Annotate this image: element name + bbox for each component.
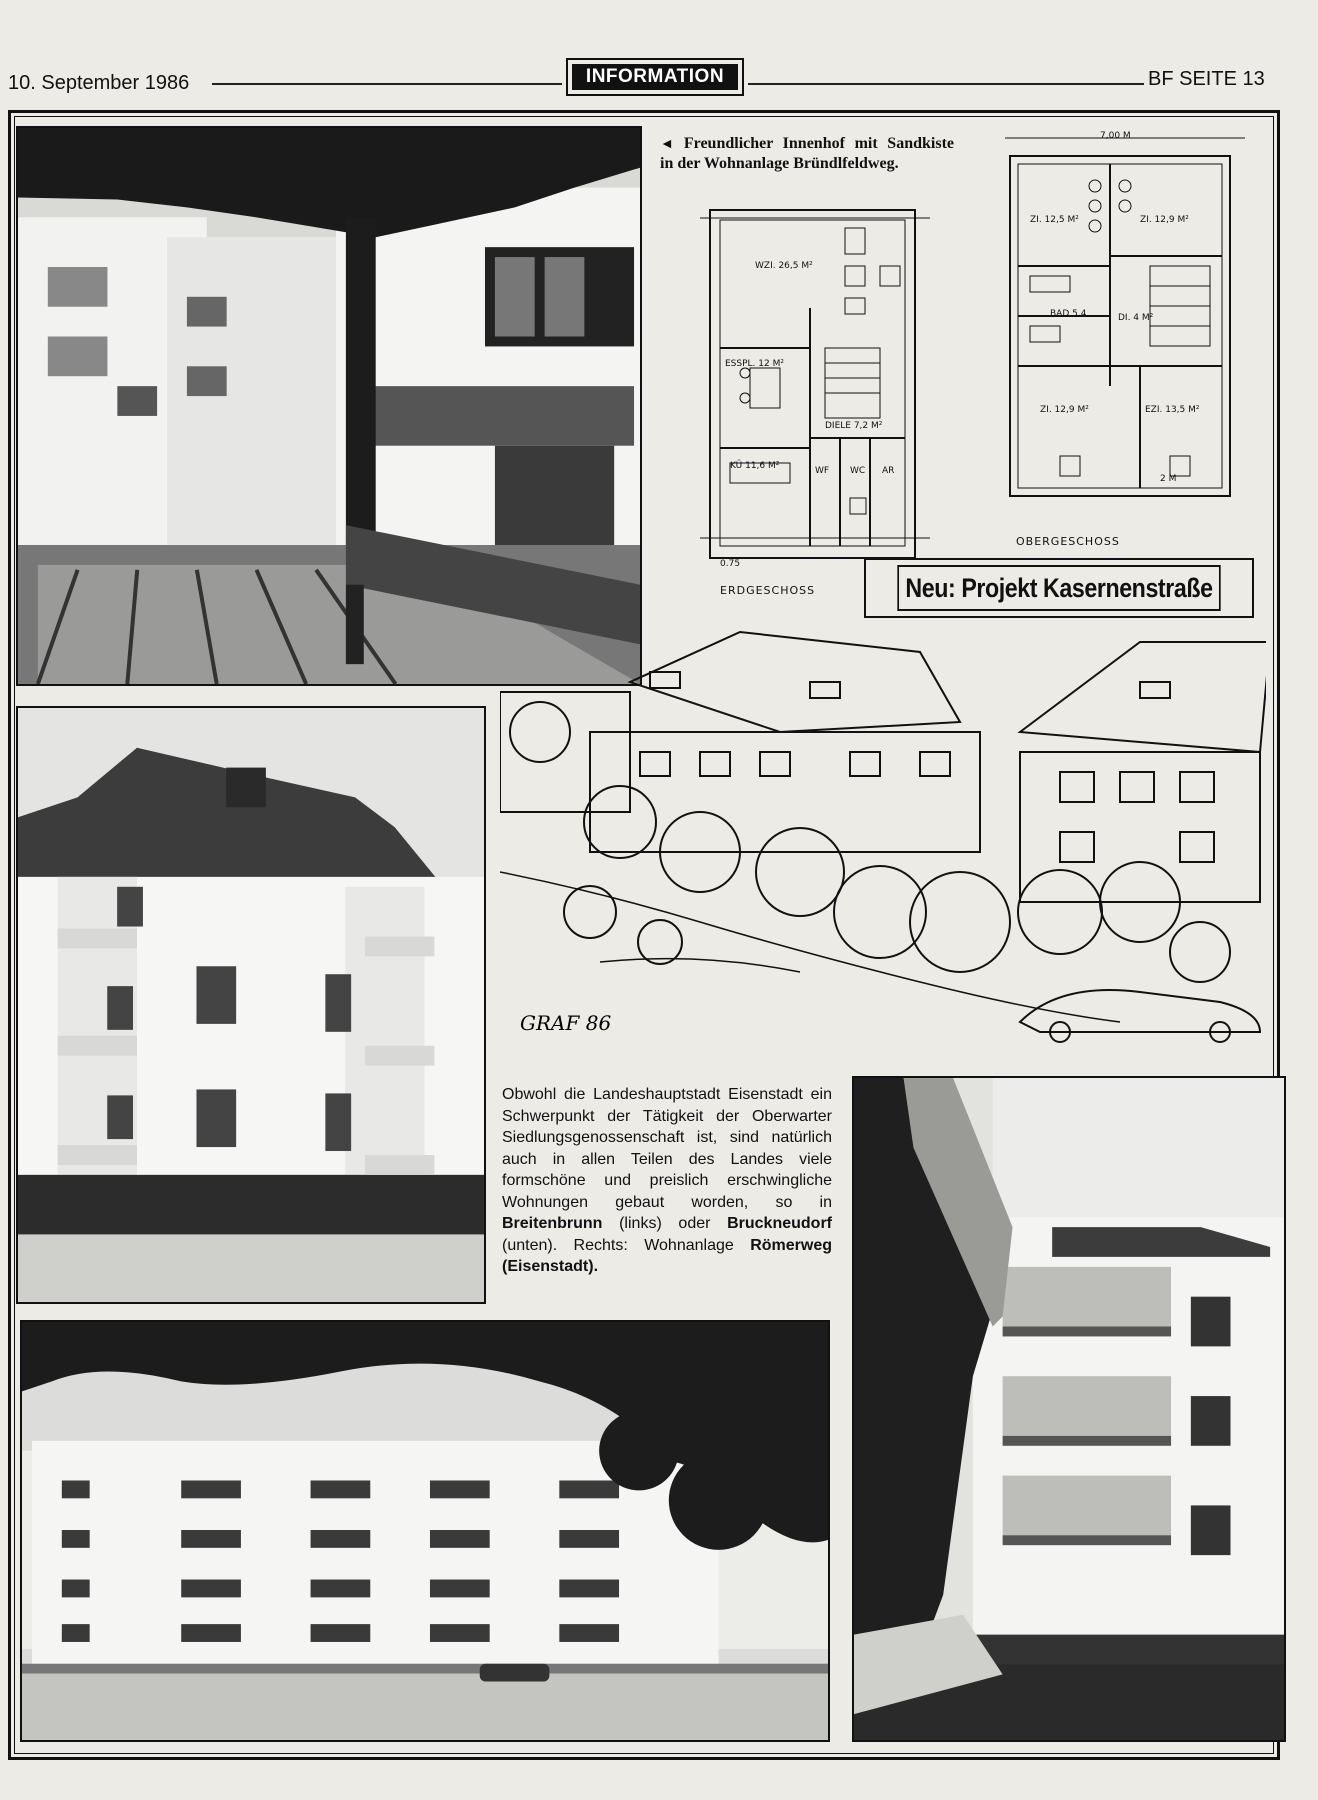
dimension-label: 7,00 M [1100, 131, 1131, 141]
photo-roemerweg-eisenstadt [852, 1076, 1286, 1742]
floorplan-upper-floor [1000, 126, 1250, 516]
room-label: WZI. 26,5 M² [755, 261, 813, 271]
photo-bruckneudorf [20, 1320, 830, 1742]
sketch-signature: GRAF 86 [520, 1011, 612, 1035]
section-badge-label: INFORMATION [572, 64, 738, 90]
floorplan-ground-floor [700, 198, 930, 568]
dimension-label: 2 M [1160, 474, 1177, 484]
caption-text: Freundlicher Innenhof mit Sandkiste in der Wohnanlage Bründlfeldweg. [660, 135, 954, 172]
photo-caption-courtyard [660, 134, 954, 173]
caption-arrow-icon: ◄ [660, 137, 674, 152]
headline: Neu: Projekt Kasernenstraße [897, 565, 1220, 611]
article-text: (unten). Rechts: Wohnanlage [502, 1236, 751, 1254]
article-text: Obwohl die Landeshauptstadt Eisenstadt ein Schwerpunkt der Tätigkeit der Oberwarter Siedlungsgenossenschaft ist, sind natürlich auch in allen Teilen des Landes viele formschöne und preislich erschwingliche Wohnungen gebaut worden, so in [502, 1086, 832, 1211]
header-rule-left [212, 83, 562, 85]
room-label: ZI. 12,9 M² [1140, 215, 1189, 225]
headline-box [864, 558, 1254, 618]
photo-breitenbrunn [16, 706, 486, 1304]
architectural-sketch-kasernenstrasse [500, 622, 1266, 1058]
header-rule-right [748, 83, 1144, 85]
room-label: KÜ 11,6 M² [730, 461, 780, 471]
photo-courtyard-bruendlfeldweg [16, 126, 642, 686]
room-label: AR [882, 466, 895, 476]
place-name-bruckneudorf: Bruckneudorf [727, 1215, 832, 1232]
floorplan-ground-label: ERDGESCHOSS [720, 584, 816, 597]
article-text: (links) oder [602, 1215, 728, 1232]
room-label: DIELE 7,2 M² [825, 421, 883, 431]
header-date: 10. September 1986 [8, 72, 190, 94]
section-badge [566, 58, 744, 96]
room-label: WF [815, 466, 830, 476]
header-page-number: BF SEITE 13 [1148, 68, 1265, 90]
room-label: ESSPL. 12 M² [725, 359, 784, 369]
floorplan-upper-label: OBERGESCHOSS [1016, 535, 1120, 548]
place-name-roemerweg: Römerweg (Eisenstadt). [502, 1236, 832, 1275]
room-label: ZI. 12,5 M² [1030, 215, 1079, 225]
dimension-label: 0.75 [720, 559, 741, 568]
room-label: EZI. 13,5 M² [1145, 405, 1200, 415]
article-body [502, 1084, 832, 1278]
room-label: WC [850, 466, 866, 476]
place-name-breitenbrunn: Breitenbrunn [502, 1215, 603, 1232]
room-label: DI. 4 M² [1118, 313, 1154, 323]
room-label: ZI. 12,9 M² [1040, 405, 1089, 415]
room-label: BAD 5,4 [1050, 309, 1087, 319]
